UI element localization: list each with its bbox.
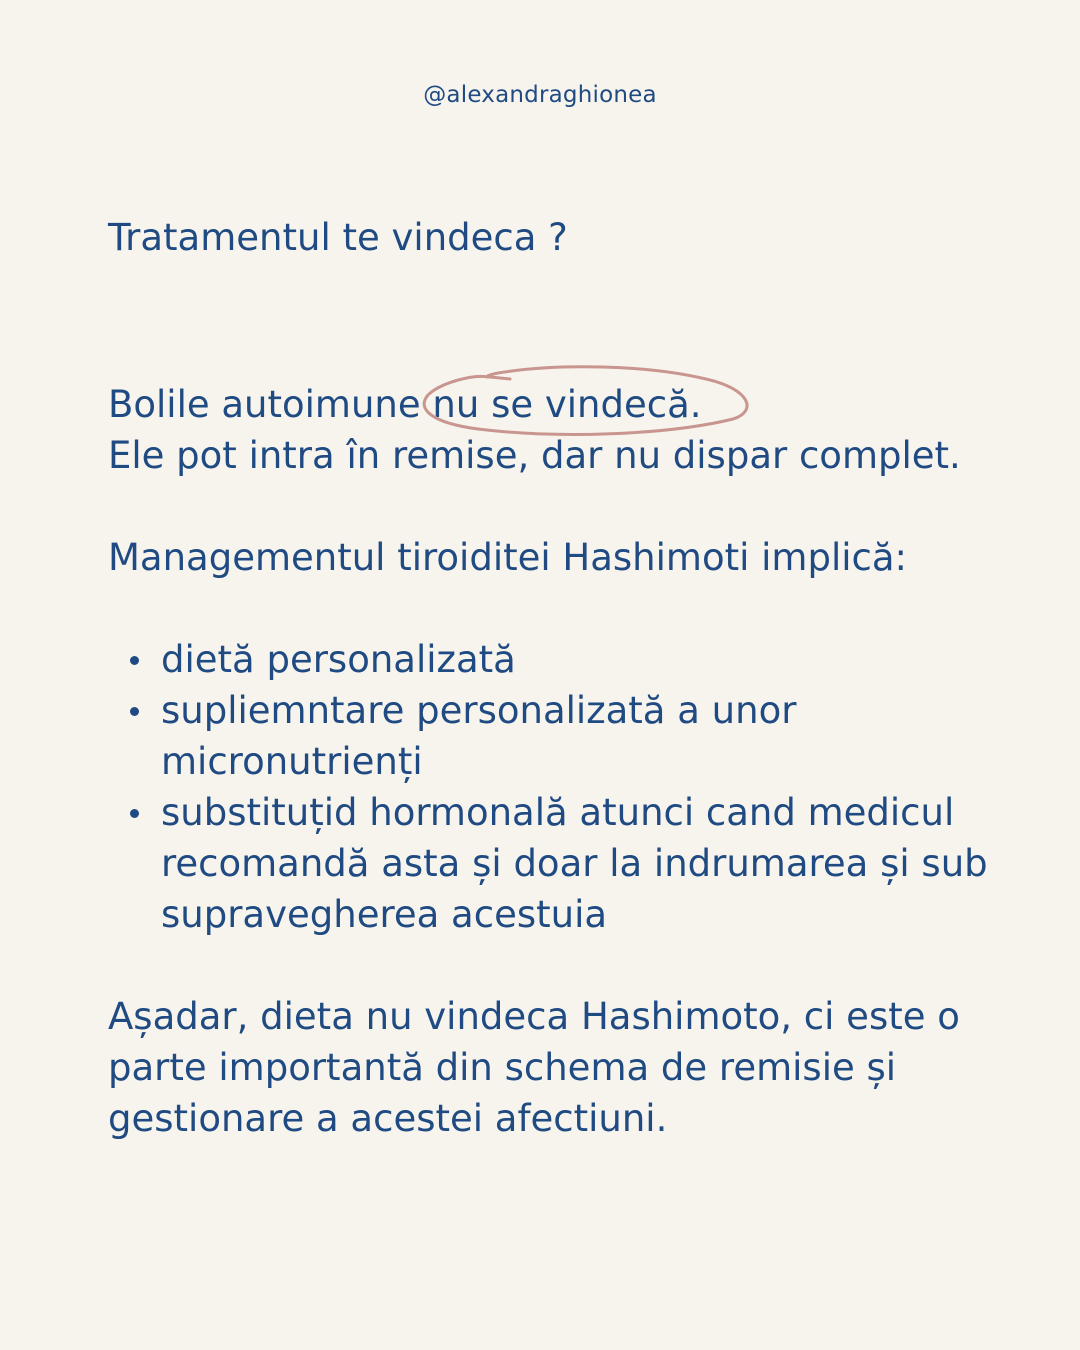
conclusion-paragraph <box>108 991 988 1144</box>
circled-phrase-text: nu se vindecă. <box>432 383 702 426</box>
list-item-line: supliemntare personalizată a unor <box>161 689 797 732</box>
list-item-line: micronutrienți <box>161 740 423 783</box>
remission-statement: Ele pot intra în remise, dar nu dispar complet. <box>108 434 961 477</box>
conclusion-line: Așadar, dieta nu vindeca Hashimoto, ci este o <box>108 995 960 1038</box>
list-item-line: recomandă asta și doar la indrumarea și sub <box>161 842 988 885</box>
management-list <box>108 634 988 940</box>
autoimmune-statement <box>108 379 988 430</box>
list-item <box>108 787 988 940</box>
circled-phrase <box>432 379 701 430</box>
question-heading: Tratamentul te vindeca ? <box>108 216 568 259</box>
list-item-line: substituțid hormonală atunci cand medicul <box>161 791 955 834</box>
list-item-line: supravegherea acestuia <box>161 893 608 936</box>
list-item <box>108 634 988 685</box>
list-item <box>108 685 988 787</box>
management-intro: Managementul tiroiditei Hashimoti implică: <box>108 536 907 579</box>
list-item-line: dietă personalizată <box>161 638 516 681</box>
statement-prefix: Bolile autoimune <box>108 383 433 426</box>
conclusion-line: parte importantă din schema de remisie și <box>108 1046 897 1089</box>
post-body <box>108 379 988 1144</box>
conclusion-line: gestionare a acestei afectiuni. <box>108 1097 668 1140</box>
author-handle: @alexandraghionea <box>423 82 657 108</box>
